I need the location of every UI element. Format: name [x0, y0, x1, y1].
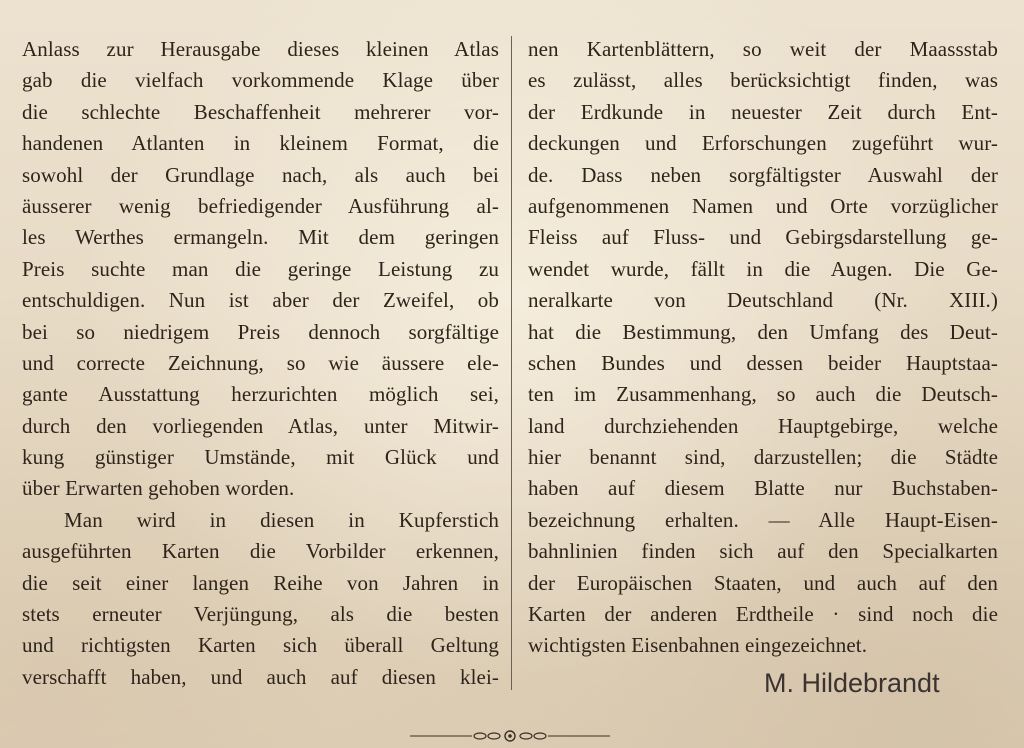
ornament-icon: [410, 727, 610, 745]
text-line: gab die vielfach vorkommende Klage über: [22, 68, 499, 93]
text-line: sowohl der Grundlage nach, als auch bei: [22, 162, 499, 187]
text-line: kung günstiger Umstände, mit Glück und: [22, 445, 499, 470]
text-line: ausgeführten Karten die Vorbilder erkennen,: [22, 539, 499, 564]
text-line: deckungen und Erforschungen zugeführt wur-: [528, 131, 998, 156]
text-line: bei so niedrigem Preis dennoch sorgfältige: [22, 319, 499, 344]
text-line: und richtigsten Karten sich überall Geltung: [22, 633, 499, 658]
text-line: handenen Atlanten in kleinem Format, die: [22, 131, 499, 156]
paragraph-start-line: Man wird in diesen in Kupferstich: [64, 507, 499, 532]
text-line: land durchziehenden Hauptgebirge, welche: [528, 413, 998, 438]
text-line: Fleiss auf Fluss- und Gebirgsdarstellung ge-: [528, 225, 998, 250]
text-line: der Erdkunde in neuester Zeit durch Ent-: [528, 99, 998, 124]
text-line: aufgenommenen Namen und Orte vorzüglicher: [528, 193, 998, 218]
signature: M. Hildebrandt: [764, 668, 940, 698]
left-column: [22, 34, 499, 693]
text-line: stets erneuter Verjüngung, als die besten: [22, 602, 499, 627]
paragraph-end-line: über Erwarten gehoben worden.: [22, 476, 295, 501]
text-line: ten im Zusammenhang, so auch die Deutsch-: [528, 382, 998, 407]
text-line: haben auf diesem Blatte nur Buchstaben-: [528, 476, 998, 501]
text-line: Preis suchte man die geringe Leistung zu: [22, 256, 499, 281]
text-line: der Europäischen Staaten, und auch auf den: [528, 570, 998, 595]
text-line: äusserer wenig befriedigender Ausführung al-: [22, 193, 499, 218]
text-line: schen Bundes und dessen beider Hauptstaa-: [528, 350, 998, 375]
text-line: les Werthes ermangeln. Mit dem geringen: [22, 225, 499, 250]
text-line: es zulässt, alles berücksichtigt finden, was: [528, 68, 998, 93]
text-line: Anlass zur Herausgabe dieses kleinen Atlas: [22, 37, 499, 61]
column-divider: [511, 36, 512, 690]
text-line: nen Kartenblättern, so weit der Maassstab: [528, 37, 998, 61]
text-line: und correcte Zeichnung, so wie äussere ele-: [22, 350, 499, 375]
paragraph-end-line: wichtigsten Eisenbahnen eingezeichnet.: [528, 633, 868, 658]
text-line: bahnlinien finden sich auf den Specialkarten: [528, 539, 998, 564]
text-line: bezeichnung erhalten. — Alle Haupt-Eisen-: [528, 507, 998, 532]
text-line: neralkarte von Deutschland (Nr. XIII.): [528, 288, 998, 313]
right-column: [528, 34, 998, 662]
text-line: die seit einer langen Reihe von Jahren in: [22, 570, 499, 595]
text-line: de. Dass neben sorgfältigster Auswahl der: [528, 162, 998, 187]
text-line: wendet wurde, fällt in die Augen. Die Ge-: [528, 256, 998, 281]
text-line: Karten der anderen Erdtheile · sind noch die: [528, 602, 998, 627]
text-line: gante Ausstattung herzurichten möglich sei,: [22, 382, 499, 407]
text-line: die schlechte Beschaffenheit mehrerer vor-: [22, 99, 499, 124]
text-line: hier benannt sind, darzustellen; die Städte: [528, 445, 998, 470]
text-line: durch den vorliegenden Atlas, unter Mitwir-: [22, 413, 499, 438]
text-line: entschuldigen. Nun ist aber der Zweifel, ob: [22, 288, 499, 313]
text-line: verschafft haben, und auch auf diesen klei-: [22, 664, 499, 689]
text-line: hat die Bestimmung, den Umfang des Deut-: [528, 319, 998, 344]
